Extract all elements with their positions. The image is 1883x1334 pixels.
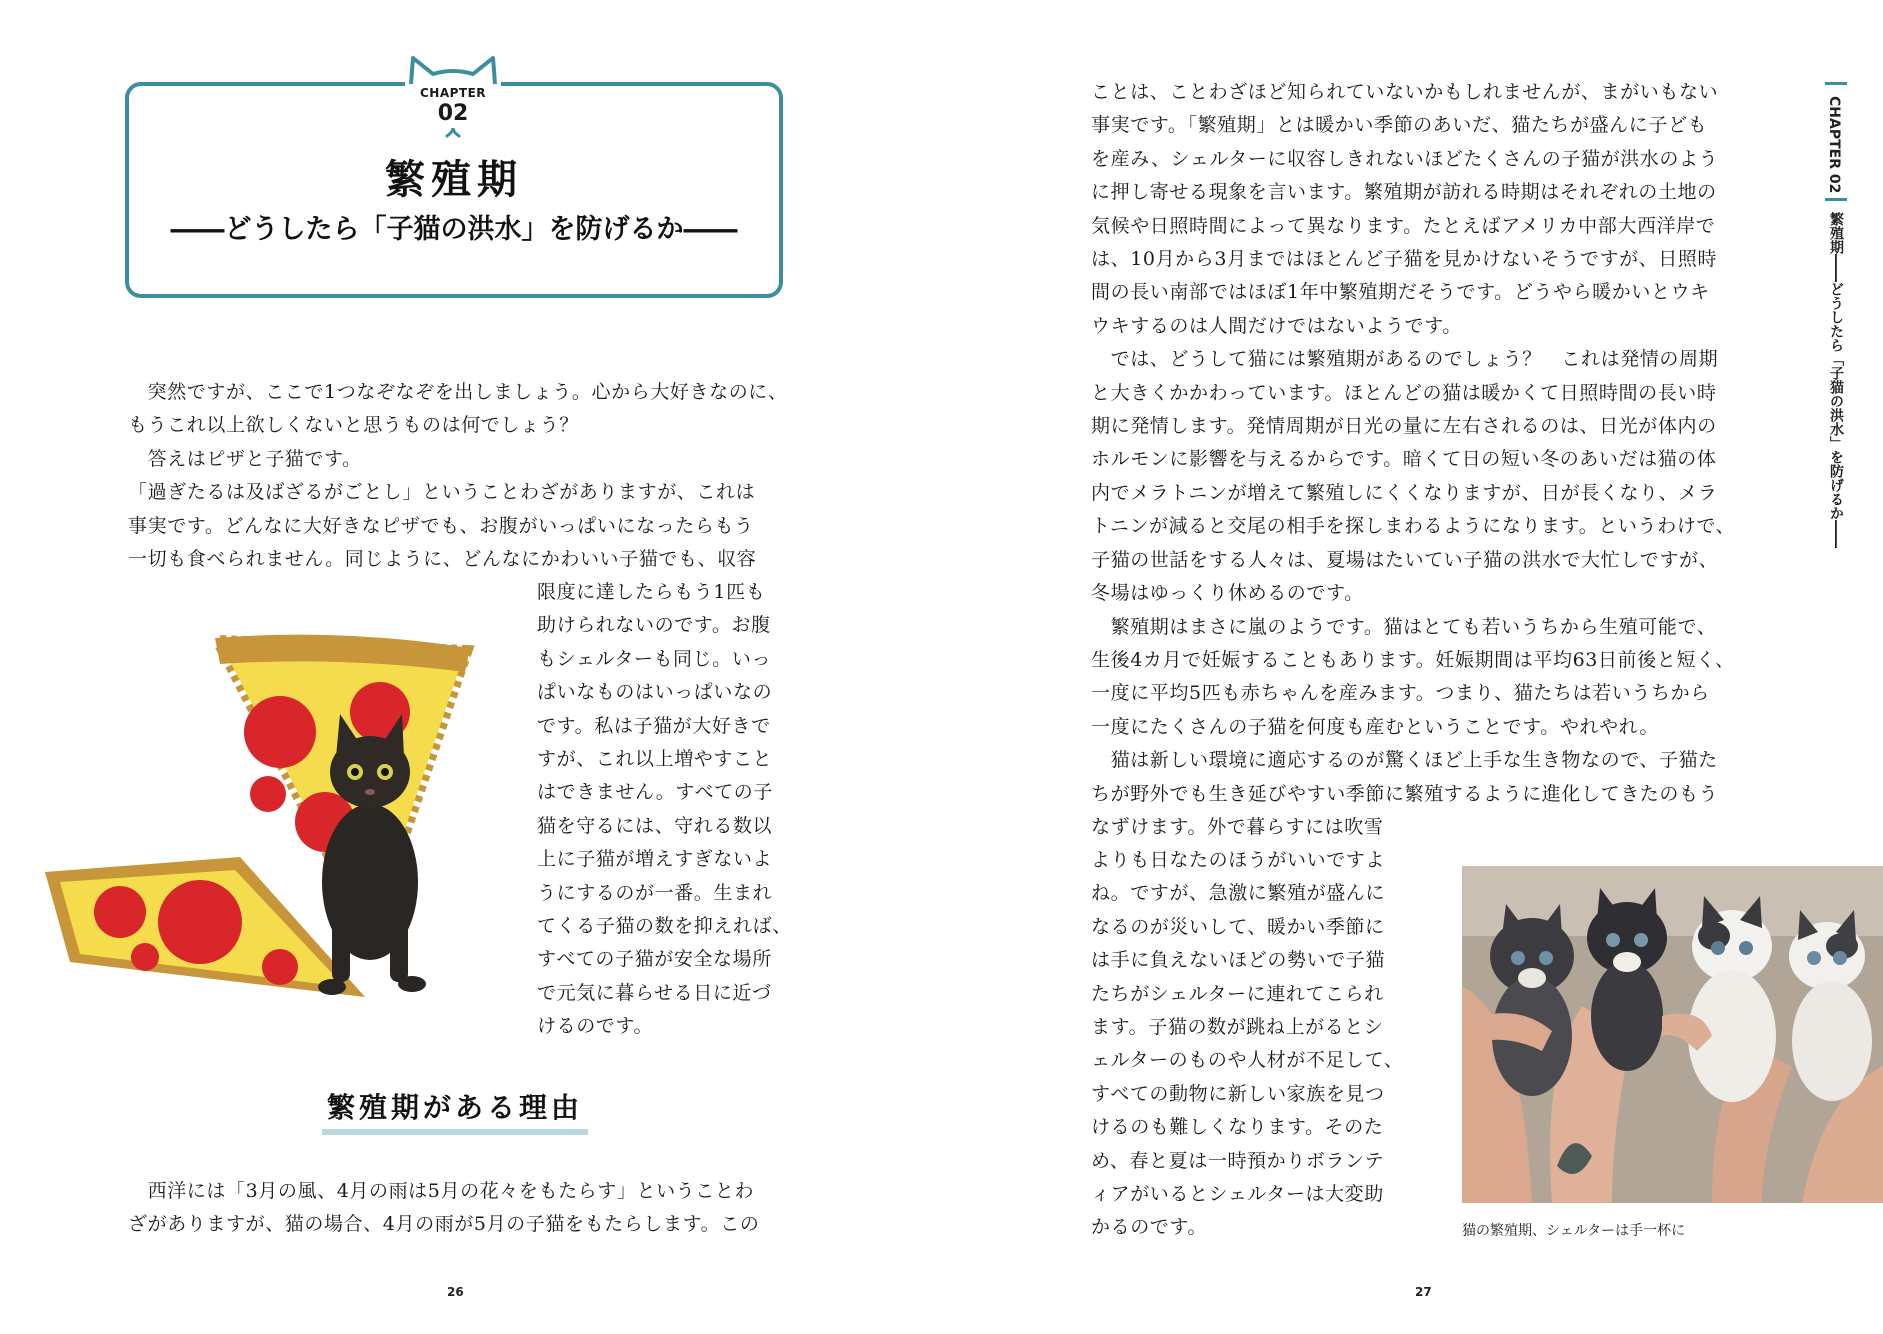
page-number-right: 27 (1415, 1285, 1432, 1299)
running-head-title: 繁殖期――どうしたら「子猫の洪水」を防げるか―― (1828, 212, 1844, 548)
chapter-number: 02 (437, 101, 469, 126)
section-heading-underline (322, 1129, 588, 1135)
running-head-rule-middle (1825, 198, 1847, 201)
pizza-pillow-front (45, 857, 365, 997)
kitten-3 (1688, 896, 1776, 1102)
kitten-1 (1490, 904, 1574, 1096)
closing-paragraph: 西洋には「3月の風、4月の雨は5月の花々をもたらす」ということわ ざがありますが、猫の場合、4月の雨が5月の子猫をもたらします。この (128, 1180, 760, 1236)
kitten-pizza-illustration (40, 632, 500, 1007)
page-number-left: 26 (447, 1285, 464, 1299)
cat-ears-badge (405, 54, 501, 144)
narrow-paragraph: 限度に達したらもう1匹も 助けられないのです。お腹 もシェルターも同じ。いっ ぱいなものはいっぱいなの です。私は子猫が大好きで すが、これ以上増やすこと はできません。すべての子 猫を守るには、守れる数以 上に子猫が増えすぎないよ うにするのが一番。生まれ てくる子猫の数を抑えれば、 すべての子猫が安全な場所 で元気に暮らせる日に近づ けるのです。 (537, 581, 792, 1038)
chapter-label: CHAPTER (419, 86, 487, 100)
narrow-paragraph-right: よりも日なたのほうがいいですよ ね。ですが、急激に繁殖が盛んに なるのが災いして、暖かい季節に は手に負えないほどの勢いで子猫 たちがシェルターに連れてこられ ます。子猫の数が跳ね上がるとシ ェルターのものや人材が不足して、 すべての動物に新しい家族を見つ けるのも難しくなります。そのた め、春と夏は一時預かりボランテ ィアがいるとシェルターは大変助 かるのです。 (1091, 849, 1404, 1239)
running-head-chapter: CHAPTER 02 (1826, 96, 1842, 194)
chapter-title: 繁殖期 (385, 157, 523, 203)
left-page (0, 0, 941, 1334)
intro-paragraph: 突然ですが、ここで1つなぞなぞを出しましょう。心から大好きなのに、 もうこれ以上欲しくないと思うものは何でしょう？ 答えはピザと子猫です。 「過ぎたるは及ばざるがごとし」ということわざがありますが、これは 事実です。どんなに大好きなピザでも、お腹がいっぱいになったらもう 一切も食べられません。同じように、どんなにかわいい子猫でも、収容 (128, 381, 788, 571)
right-page (942, 0, 1883, 1334)
section-heading: 繁殖期がある理由 (326, 1091, 583, 1124)
kitten-4 (1789, 910, 1872, 1101)
kitten-pizza-photo (40, 632, 500, 1007)
kittens-held-illustration (1462, 866, 1883, 1203)
photo-caption: 猫の繁殖期、シェルターは手一杯に (1462, 1223, 1686, 1239)
kittens-photo (1462, 866, 1883, 1203)
running-head-rule-top (1825, 82, 1847, 85)
chapter-subtitle: ――どうしたら「子猫の洪水」を防げるか―― (170, 214, 738, 245)
main-paragraphs: ことは、ことわざほど知られていないかもしれませんが、まがいもない 事実です。「繁殖期」とは暖かい季節のあいだ、猫たちが盛んに子ども を産み、シェルターに収容しきれないほどたくさんの子猫が洪水のよう に押し寄せる現象を言います。繁殖期が訪れる時期はそれぞれの土地の 気候や日照時間によって異なります。たとえばアメリカ中部大西洋岸で は、10月から3月まではほとんど子猫を見かけないそうですが、日照時 間の長い南部ではほぼ1年中繁殖期だそうです。どうやら暖かいとウキ ウキするのは人間だけではないようです。 では、どうして猫には繁殖期があるのでしょう？ これは発情の周期 と大きくかかわっています。ほとんどの猫は暖かくて日照時間の長い時 期に発情します。発情周期が日光の量に左右されるのは、日光が体内の ホルモンに影響を与えるからです。暗くて日の短い冬のあいだは猫の体 内でメラトニンが増えて繁殖しにくくなりますが、日が長くなり、メラ トニンが減ると交尾の相手を探しまわるようになります。というわけで、 子猫の世話をする人々は、夏場はたいてい子猫の洪水で大忙しですが、 冬場はゆっくり休めるのです。 繁殖期はまさに嵐のようです。猫はとても若いうちから生殖可能で、 生後4カ月で妊娠することもあります。妊娠期間は平均63日前後と短く、 一度に平均5匹も赤ちゃんを産みます。つまり、猫たちは若いうちから 一度にたくさんの子猫を何度も産むということです。やれやれ。 猫は新しい環境に適応するのが驚くほど上手な生き物なので、子猫た ちが野外でも生き延びやすい季節に繁殖するように進化してきたのもう なずけます。外で暮らすには吹雪 (1091, 81, 1736, 838)
